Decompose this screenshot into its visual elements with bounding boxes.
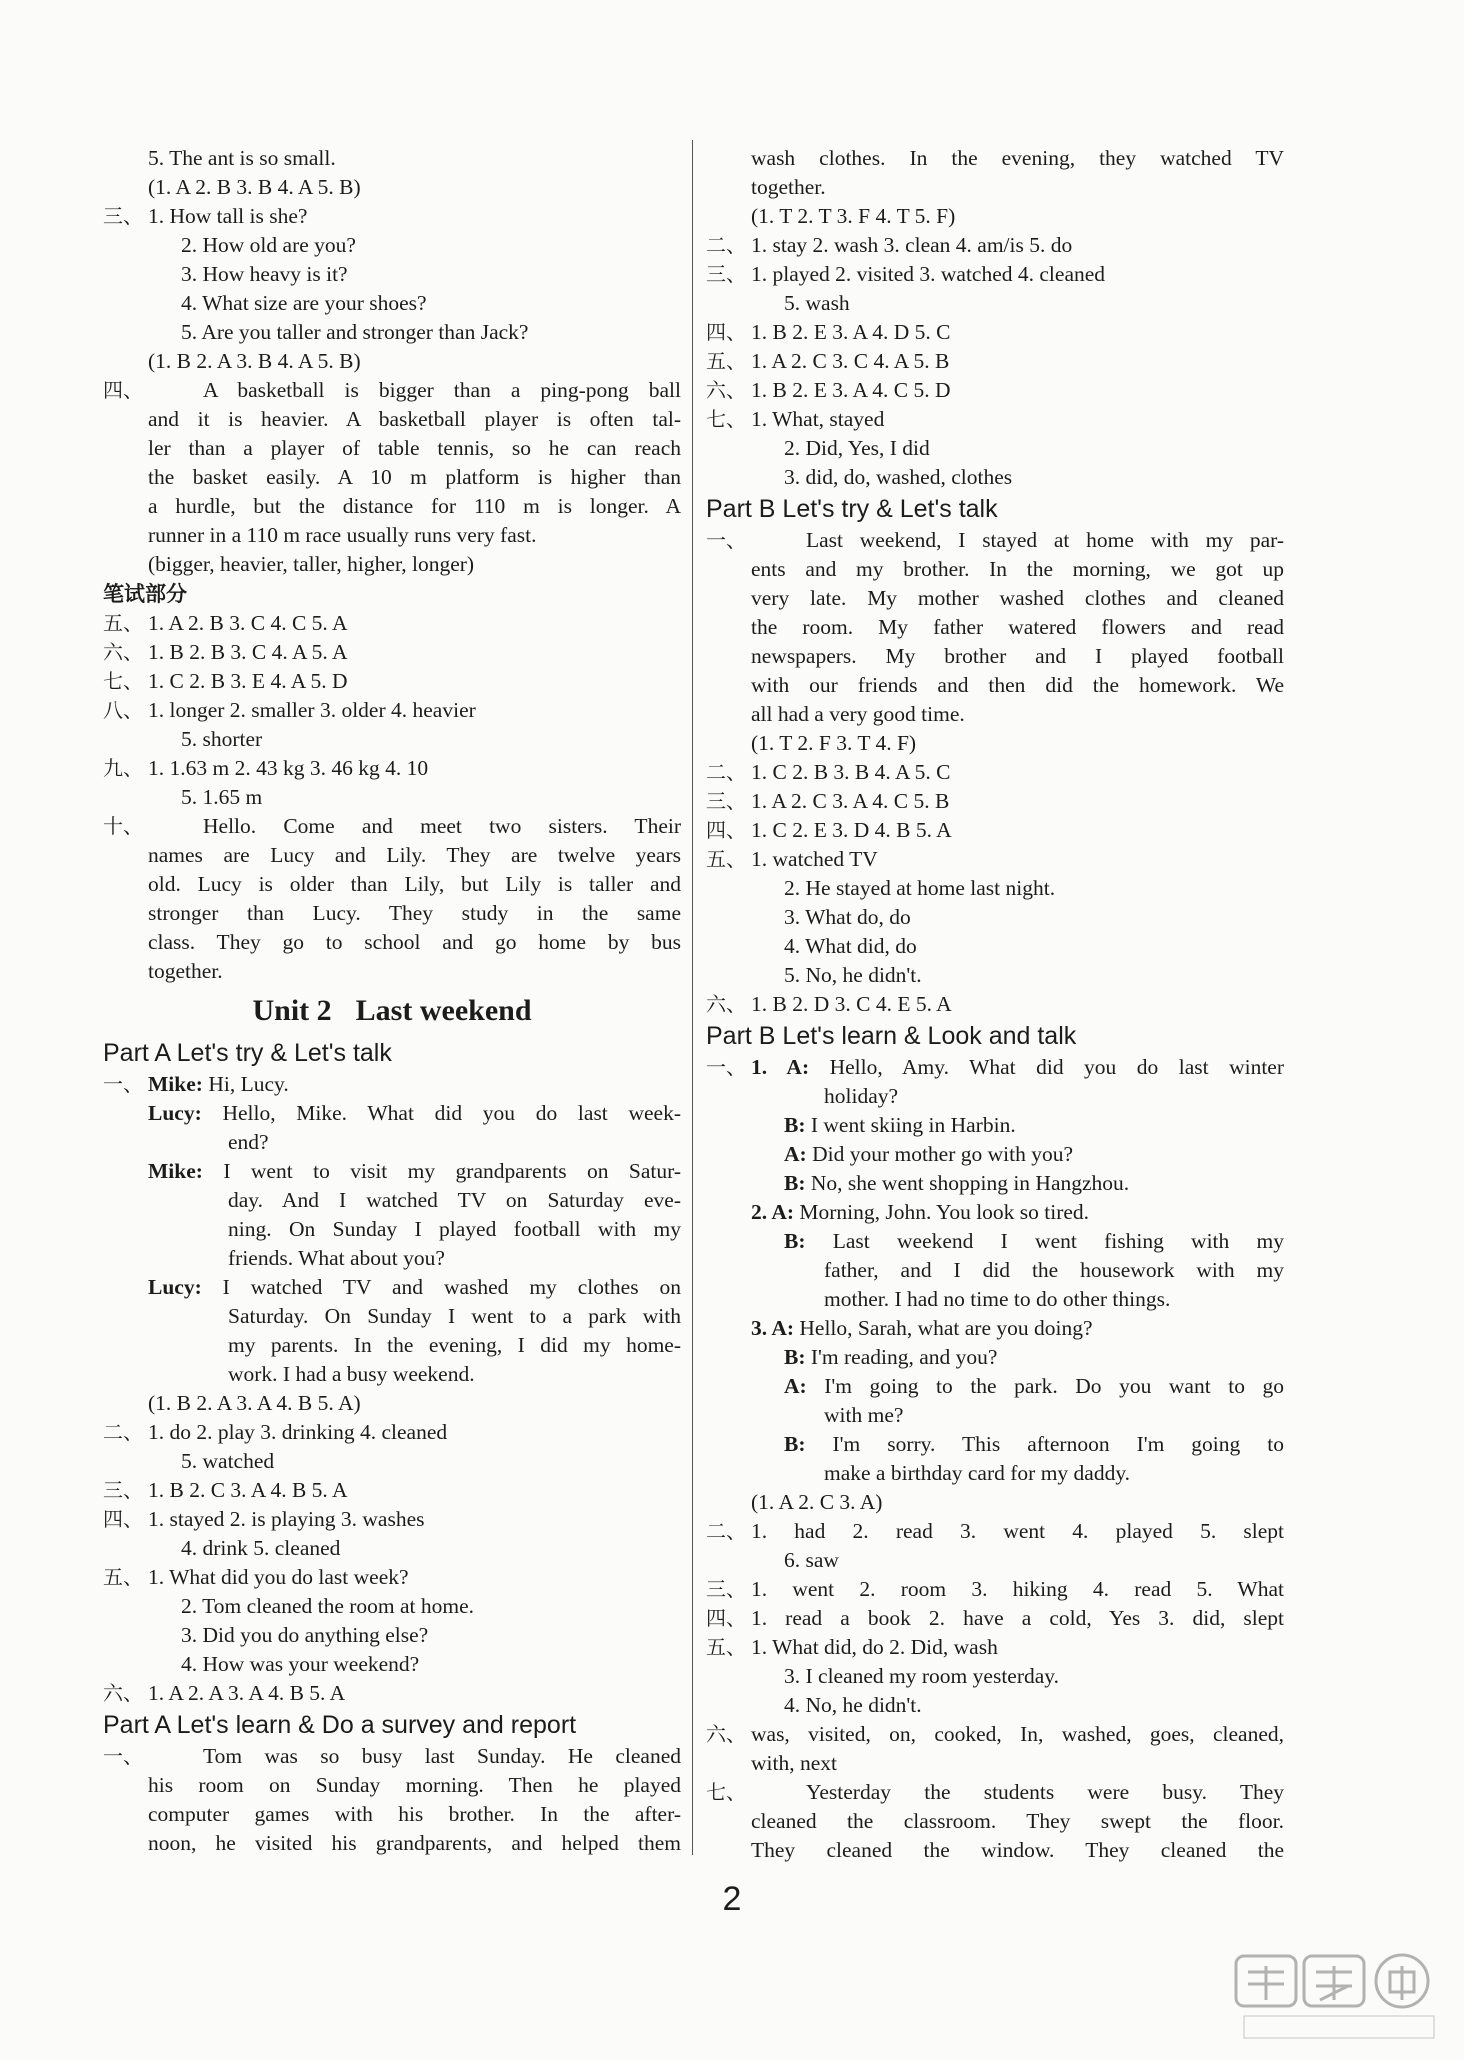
text-line bbox=[706, 961, 1284, 990]
line-text: (1. T 2. T 3. F 4. T 5. F) bbox=[751, 204, 956, 228]
text-line bbox=[103, 521, 681, 550]
text-line bbox=[103, 1476, 681, 1505]
text-line bbox=[706, 1546, 1284, 1575]
text-line bbox=[706, 260, 1284, 289]
section-marker: 七、 bbox=[706, 1780, 746, 1804]
line-text: 1. B 2. C 3. A 4. B 5. A bbox=[148, 1478, 348, 1502]
text-line bbox=[103, 492, 681, 521]
text-line bbox=[103, 725, 681, 754]
text-line bbox=[706, 144, 1284, 173]
text-line bbox=[706, 289, 1284, 318]
text-line bbox=[103, 347, 681, 376]
line-text: father, and I did the housework with my bbox=[824, 1258, 1284, 1282]
text-line bbox=[103, 550, 681, 579]
speaker-label: Mike: bbox=[148, 1072, 203, 1096]
section-marker: 六、 bbox=[103, 640, 143, 664]
text-line bbox=[706, 405, 1284, 434]
line-text: end? bbox=[228, 1130, 269, 1154]
text-line bbox=[103, 1186, 681, 1215]
text-line bbox=[706, 1140, 1284, 1169]
line-text: 2. How old are you? bbox=[181, 233, 356, 257]
speaker-label: B: bbox=[784, 1432, 806, 1456]
text-line bbox=[103, 376, 681, 405]
text-line bbox=[706, 845, 1284, 874]
line-text: friends. What about you? bbox=[228, 1246, 445, 1270]
line-text: 1. A 2. B 3. C 4. C 5. A bbox=[148, 611, 348, 635]
part-heading: Part A Let's learn & Do a survey and report bbox=[103, 1711, 577, 1739]
section-marker: 一、 bbox=[706, 1055, 746, 1079]
speaker-label: B: bbox=[784, 1345, 806, 1369]
section-marker: 一、 bbox=[103, 1744, 143, 1768]
unit-title-part: Unit 2 bbox=[252, 994, 332, 1027]
text-line bbox=[103, 899, 681, 928]
line-text: 1. A 2. C 3. C 4. A 5. B bbox=[751, 349, 950, 373]
line-text: computer games with his brother. In the after- bbox=[148, 1802, 681, 1826]
section-heading: 笔试部分 bbox=[103, 582, 187, 606]
line-text: I went skiing in Harbin. bbox=[805, 1113, 1016, 1137]
line-text: 1. B 2. E 3. A 4. D 5. C bbox=[751, 320, 951, 344]
section-marker: 五、 bbox=[706, 1635, 746, 1659]
line-text: 1. How tall is she? bbox=[148, 204, 308, 228]
part-heading: Part A Let's try & Let's talk bbox=[103, 1039, 392, 1067]
text-line bbox=[103, 318, 681, 347]
text-line bbox=[103, 1592, 681, 1621]
section-marker: 七、 bbox=[706, 407, 746, 431]
text-line bbox=[706, 1662, 1284, 1691]
speaker-label: A: bbox=[784, 1374, 807, 1398]
text-line bbox=[103, 260, 681, 289]
line-text: 1. What did you do last week? bbox=[148, 1565, 409, 1589]
text-line bbox=[706, 584, 1284, 613]
section-marker: 二、 bbox=[103, 1420, 143, 1444]
text-line bbox=[706, 526, 1284, 555]
section-marker: 三、 bbox=[706, 1577, 746, 1601]
text-line bbox=[103, 202, 681, 231]
section-marker: 四、 bbox=[103, 1507, 143, 1531]
text-line bbox=[706, 903, 1284, 932]
line-text: names are Lucy and Lily. They are twelve years bbox=[148, 843, 681, 867]
right-column bbox=[706, 144, 1284, 1865]
line-text: class. They go to school and go home by bus bbox=[148, 930, 681, 954]
text-line bbox=[706, 1285, 1284, 1314]
line-text: Hello, Sarah, what are you doing? bbox=[794, 1316, 1093, 1340]
section-marker: 六、 bbox=[706, 378, 746, 402]
text-line bbox=[103, 841, 681, 870]
part-heading: Part B Let's learn & Look and talk bbox=[706, 1022, 1077, 1050]
line-text: 1. A 2. C 3. A 4. C 5. B bbox=[751, 789, 950, 813]
line-text: ents and my brother. In the morning, we got up bbox=[751, 557, 1284, 581]
line-text: newspapers. My brother and I played football bbox=[751, 644, 1284, 668]
text-line bbox=[103, 1389, 681, 1418]
text-line bbox=[103, 1215, 681, 1244]
section-marker: 三、 bbox=[706, 262, 746, 286]
section-marker: 一、 bbox=[706, 528, 746, 552]
line-text: 5. wash bbox=[784, 291, 850, 315]
text-line bbox=[706, 990, 1284, 1019]
text-line bbox=[706, 463, 1284, 492]
line-text: (1. B 2. A 3. A 4. B 5. A) bbox=[148, 1391, 361, 1415]
line-text: Saturday. On Sunday I went to a park with bbox=[228, 1304, 681, 1328]
text-line bbox=[103, 1534, 681, 1563]
text-line bbox=[103, 783, 681, 812]
speaker-label: Lucy: bbox=[148, 1101, 202, 1125]
line-text: cleaned the classroom. They swept the floor. bbox=[751, 1809, 1284, 1833]
line-text: 1. C 2. E 3. D 4. B 5. A bbox=[751, 818, 952, 842]
line-text: 1. had 2. read 3. went 4. played 5. slept bbox=[751, 1519, 1284, 1543]
line-text: 1. A 2. A 3. A 4. B 5. A bbox=[148, 1681, 346, 1705]
line-text: Hello, Amy. What did you do last winter bbox=[809, 1055, 1284, 1079]
text-line bbox=[706, 1372, 1284, 1401]
line-text: 1. read a book 2. have a cold, Yes 3. did, slept bbox=[751, 1606, 1284, 1630]
speaker-label: 1. A: bbox=[751, 1055, 810, 1079]
text-line bbox=[103, 696, 681, 725]
line-text: I'm reading, and you? bbox=[805, 1345, 998, 1369]
speaker-label: 3. A: bbox=[751, 1316, 794, 1340]
text-line bbox=[103, 1447, 681, 1476]
text-line bbox=[103, 1128, 681, 1157]
line-text: 1. watched TV bbox=[751, 847, 878, 871]
line-text: 4. drink 5. cleaned bbox=[181, 1536, 341, 1560]
text-line bbox=[706, 1343, 1284, 1372]
text-line bbox=[706, 1401, 1284, 1430]
section-marker: 五、 bbox=[103, 611, 143, 635]
line-text: Last weekend I went fishing with my bbox=[805, 1229, 1284, 1253]
text-line bbox=[103, 1829, 681, 1858]
line-text: A basketball is bigger than a ping-pong ball bbox=[203, 378, 681, 402]
line-text: a hurdle, but the distance for 110 m is longer. A bbox=[148, 494, 681, 518]
line-text: work. I had a busy weekend. bbox=[228, 1362, 475, 1386]
line-text: 1. do 2. play 3. drinking 4. cleaned bbox=[148, 1420, 448, 1444]
column-divider bbox=[692, 140, 693, 1855]
speaker-label: B: bbox=[784, 1113, 806, 1137]
line-text: 4. How was your weekend? bbox=[181, 1652, 420, 1676]
text-line bbox=[706, 671, 1284, 700]
text-line bbox=[103, 173, 681, 202]
text-line bbox=[103, 1099, 681, 1128]
line-text: all had a very good time. bbox=[751, 702, 965, 726]
line-text: (1. A 2. C 3. A) bbox=[751, 1490, 883, 1514]
line-text: 1. C 2. B 3. B 4. A 5. C bbox=[751, 760, 951, 784]
line-text: Hello. Come and meet two sisters. Their bbox=[203, 814, 681, 838]
text-line bbox=[103, 928, 681, 957]
text-line bbox=[103, 812, 681, 841]
speaker-label: B: bbox=[784, 1171, 806, 1195]
text-line bbox=[706, 1430, 1284, 1459]
section-marker: 六、 bbox=[706, 1722, 746, 1746]
section-marker: 三、 bbox=[706, 789, 746, 813]
text-line bbox=[103, 1800, 681, 1829]
line-text: together. bbox=[751, 175, 826, 199]
text-line bbox=[103, 957, 681, 986]
text-line bbox=[103, 434, 681, 463]
line-text: (1. T 2. F 3. T 4. F) bbox=[751, 731, 917, 755]
line-text: Hi, Lucy. bbox=[202, 1072, 289, 1096]
text-line bbox=[706, 729, 1284, 758]
section-marker: 四、 bbox=[103, 378, 143, 402]
line-text: 1. C 2. B 3. E 4. A 5. D bbox=[148, 669, 348, 693]
line-text: Did your mother go with you? bbox=[806, 1142, 1074, 1166]
text-line bbox=[706, 376, 1284, 405]
text-line bbox=[706, 173, 1284, 202]
text-line bbox=[103, 667, 681, 696]
text-line bbox=[706, 1778, 1284, 1807]
speaker-label: Lucy: bbox=[148, 1275, 202, 1299]
text-line bbox=[103, 1650, 681, 1679]
line-text: (bigger, heavier, taller, higher, longer) bbox=[148, 552, 475, 576]
line-text: Hello, Mike. What did you do last week- bbox=[201, 1101, 681, 1125]
section-marker: 六、 bbox=[706, 992, 746, 1016]
line-text: 6. saw bbox=[784, 1548, 839, 1572]
text-line bbox=[706, 1314, 1284, 1343]
line-text: 1. went 2. room 3. hiking 4. read 5. What bbox=[751, 1577, 1284, 1601]
text-line bbox=[706, 1459, 1284, 1488]
text-line bbox=[706, 555, 1284, 584]
section-marker: 五、 bbox=[706, 847, 746, 871]
text-line bbox=[706, 434, 1284, 463]
text-line bbox=[706, 700, 1284, 729]
text-line bbox=[706, 642, 1284, 671]
line-text: 4. No, he didn't. bbox=[784, 1693, 922, 1717]
text-line bbox=[103, 1418, 681, 1447]
line-text: 2. Tom cleaned the room at home. bbox=[181, 1594, 475, 1618]
text-line bbox=[706, 202, 1284, 231]
unit-title bbox=[103, 986, 681, 1036]
line-text: Last weekend, I stayed at home with my par- bbox=[806, 528, 1284, 552]
text-line bbox=[706, 347, 1284, 376]
line-text: together. bbox=[148, 959, 223, 983]
line-text: day. And I watched TV on Saturday eve- bbox=[228, 1188, 681, 1212]
line-text: 4. What did, do bbox=[784, 934, 917, 958]
line-text: the room. My father watered flowers and read bbox=[751, 615, 1284, 639]
text-line bbox=[706, 318, 1284, 347]
text-line bbox=[103, 1621, 681, 1650]
text-line bbox=[706, 1807, 1284, 1836]
line-text: 3. What do, do bbox=[784, 905, 911, 929]
line-text: 3. did, do, washed, clothes bbox=[784, 465, 1013, 489]
line-text: make a birthday card for my daddy. bbox=[824, 1461, 1131, 1485]
line-text: 1. 1.63 m 2. 43 kg 3. 46 kg 4. 10 bbox=[148, 756, 429, 780]
section-marker: 二、 bbox=[706, 760, 746, 784]
line-text: stronger than Lucy. They study in the same bbox=[148, 901, 681, 925]
line-text: 5. The ant is so small. bbox=[148, 146, 336, 170]
text-line bbox=[706, 1633, 1284, 1662]
line-text: Morning, John. You look so tired. bbox=[794, 1200, 1090, 1224]
line-text: I'm going to the park. Do you want to go bbox=[806, 1374, 1284, 1398]
text-line bbox=[103, 1771, 681, 1800]
speaker-label: A: bbox=[784, 1142, 807, 1166]
speaker-label: 2. A: bbox=[751, 1200, 794, 1224]
text-line bbox=[103, 1679, 681, 1708]
line-text: I'm sorry. This afternoon I'm going to bbox=[805, 1432, 1284, 1456]
text-line bbox=[706, 758, 1284, 787]
section-marker: 五、 bbox=[706, 349, 746, 373]
line-text: Tom was so busy last Sunday. He cleaned bbox=[203, 1744, 681, 1768]
text-line bbox=[706, 1082, 1284, 1111]
text-line bbox=[103, 289, 681, 318]
text-line bbox=[706, 1575, 1284, 1604]
text-line bbox=[706, 1169, 1284, 1198]
line-text: old. Lucy is older than Lily, but Lily is taller and bbox=[148, 872, 681, 896]
text-line bbox=[103, 405, 681, 434]
section-marker: 四、 bbox=[706, 1606, 746, 1630]
line-text: 1. played 2. visited 3. watched 4. cleaned bbox=[751, 262, 1106, 286]
line-text: 5. No, he didn't. bbox=[784, 963, 922, 987]
text-line bbox=[103, 1070, 681, 1099]
line-text: ler than a player of table tennis, so he can reach bbox=[148, 436, 681, 460]
section-marker: 十、 bbox=[103, 814, 143, 838]
unit-title-part: Last weekend bbox=[355, 994, 532, 1027]
line-text: 1. What did, do 2. Did, wash bbox=[751, 1635, 998, 1659]
line-text: 1. stayed 2. is playing 3. washes bbox=[148, 1507, 425, 1531]
line-text: 2. He stayed at home last night. bbox=[784, 876, 1056, 900]
line-text: They cleaned the window. They cleaned the bbox=[751, 1838, 1284, 1862]
text-line bbox=[103, 1157, 681, 1186]
speaker-label: B: bbox=[784, 1229, 806, 1253]
section-marker: 六、 bbox=[103, 1681, 143, 1705]
text-line bbox=[103, 638, 681, 667]
speaker-label: Mike: bbox=[148, 1159, 203, 1183]
section-marker: 三、 bbox=[103, 204, 143, 228]
line-text: mother. I had no time to do other things. bbox=[824, 1287, 1171, 1311]
text-line bbox=[706, 1604, 1284, 1633]
line-text: 1. B 2. D 3. C 4. E 5. A bbox=[751, 992, 952, 1016]
line-text: (1. B 2. A 3. B 4. A 5. B) bbox=[148, 349, 361, 373]
line-text: (1. A 2. B 3. B 4. A 5. B) bbox=[148, 175, 361, 199]
section-marker: 四、 bbox=[706, 320, 746, 344]
section-marker: 二、 bbox=[706, 233, 746, 257]
line-text: 5. Are you taller and stronger than Jack? bbox=[181, 320, 529, 344]
section-marker: 八、 bbox=[103, 698, 143, 722]
text-line bbox=[103, 1302, 681, 1331]
page-number: 2 bbox=[722, 1880, 742, 1918]
text-line bbox=[103, 1505, 681, 1534]
text-line bbox=[103, 463, 681, 492]
text-line bbox=[103, 1244, 681, 1273]
line-text: 1. What, stayed bbox=[751, 407, 885, 431]
line-text: 1. B 2. E 3. A 4. C 5. D bbox=[751, 378, 951, 402]
text-line bbox=[706, 932, 1284, 961]
line-text: was, visited, on, cooked, In, washed, goes, cleaned, bbox=[751, 1722, 1284, 1746]
text-line bbox=[103, 1742, 681, 1771]
section-marker: 七、 bbox=[103, 669, 143, 693]
text-line bbox=[706, 1517, 1284, 1546]
line-text: with, next bbox=[751, 1751, 837, 1775]
section-marker: 三、 bbox=[103, 1478, 143, 1502]
line-text: I watched TV and washed my clothes on bbox=[201, 1275, 681, 1299]
text-line bbox=[706, 874, 1284, 903]
watermark-logo bbox=[1234, 1952, 1444, 2042]
line-text: his room on Sunday morning. Then he played bbox=[148, 1773, 681, 1797]
line-text: the basket easily. A 10 m platform is higher than bbox=[148, 465, 681, 489]
section-marker: 九、 bbox=[103, 756, 143, 780]
text-line bbox=[706, 1720, 1284, 1749]
line-text: 5. shorter bbox=[181, 727, 263, 751]
text-line bbox=[706, 1691, 1284, 1720]
text-line bbox=[706, 1198, 1284, 1227]
line-text: holiday? bbox=[824, 1084, 899, 1108]
text-line bbox=[706, 613, 1284, 642]
line-text: 1. B 2. B 3. C 4. A 5. A bbox=[148, 640, 348, 664]
line-text: runner in a 110 m race usually runs very fast. bbox=[148, 523, 537, 547]
part-heading: Part B Let's try & Let's talk bbox=[706, 495, 998, 523]
line-text: ning. On Sunday I played football with my bbox=[228, 1217, 681, 1241]
text-line bbox=[103, 1360, 681, 1389]
text-line bbox=[706, 1749, 1284, 1778]
text-line bbox=[103, 754, 681, 783]
text-line bbox=[706, 1227, 1284, 1256]
line-text: I went to visit my grandparents on Satur- bbox=[202, 1159, 681, 1183]
text-line bbox=[103, 1331, 681, 1360]
left-column bbox=[103, 144, 681, 1858]
text-line bbox=[706, 1256, 1284, 1285]
text-line bbox=[103, 1563, 681, 1592]
line-text: 2. Did, Yes, I did bbox=[784, 436, 930, 460]
section-marker: 一、 bbox=[103, 1072, 143, 1096]
section-marker: 五、 bbox=[103, 1565, 143, 1589]
line-text: very late. My mother washed clothes and cleaned bbox=[751, 586, 1284, 610]
line-text: No, she went shopping in Hangzhou. bbox=[805, 1171, 1130, 1195]
line-text: 3. I cleaned my room yesterday. bbox=[784, 1664, 1060, 1688]
line-text: Yesterday the students were busy. They bbox=[806, 1780, 1284, 1804]
text-line bbox=[103, 231, 681, 260]
line-text: with me? bbox=[824, 1403, 904, 1427]
text-line bbox=[706, 1836, 1284, 1865]
line-text: 3. Did you do anything else? bbox=[181, 1623, 429, 1647]
line-text: 1. stay 2. wash 3. clean 4. am/is 5. do bbox=[751, 233, 1073, 257]
line-text: 5. watched bbox=[181, 1449, 275, 1473]
line-text: my parents. In the evening, I did my home- bbox=[228, 1333, 681, 1357]
line-text: with our friends and then did the homework. We bbox=[751, 673, 1284, 697]
line-text: noon, he visited his grandparents, and helped them bbox=[148, 1831, 681, 1855]
section-marker: 四、 bbox=[706, 818, 746, 842]
text-line bbox=[103, 1273, 681, 1302]
text-line bbox=[706, 787, 1284, 816]
line-text: 4. What size are your shoes? bbox=[181, 291, 427, 315]
text-line bbox=[706, 1488, 1284, 1517]
section-marker: 二、 bbox=[706, 1519, 746, 1543]
text-line bbox=[706, 231, 1284, 260]
text-line bbox=[706, 816, 1284, 845]
text-line bbox=[706, 1053, 1284, 1082]
line-text: 3. How heavy is it? bbox=[181, 262, 348, 286]
text-line bbox=[706, 1111, 1284, 1140]
text-line bbox=[103, 144, 681, 173]
text-line bbox=[103, 609, 681, 638]
line-text: 1. longer 2. smaller 3. older 4. heavier bbox=[148, 698, 476, 722]
line-text: 5. 1.65 m bbox=[181, 785, 263, 809]
text-line bbox=[103, 870, 681, 899]
line-text: and it is heavier. A basketball player is often tal- bbox=[148, 407, 681, 431]
line-text: wash clothes. In the evening, they watched TV bbox=[751, 146, 1284, 170]
